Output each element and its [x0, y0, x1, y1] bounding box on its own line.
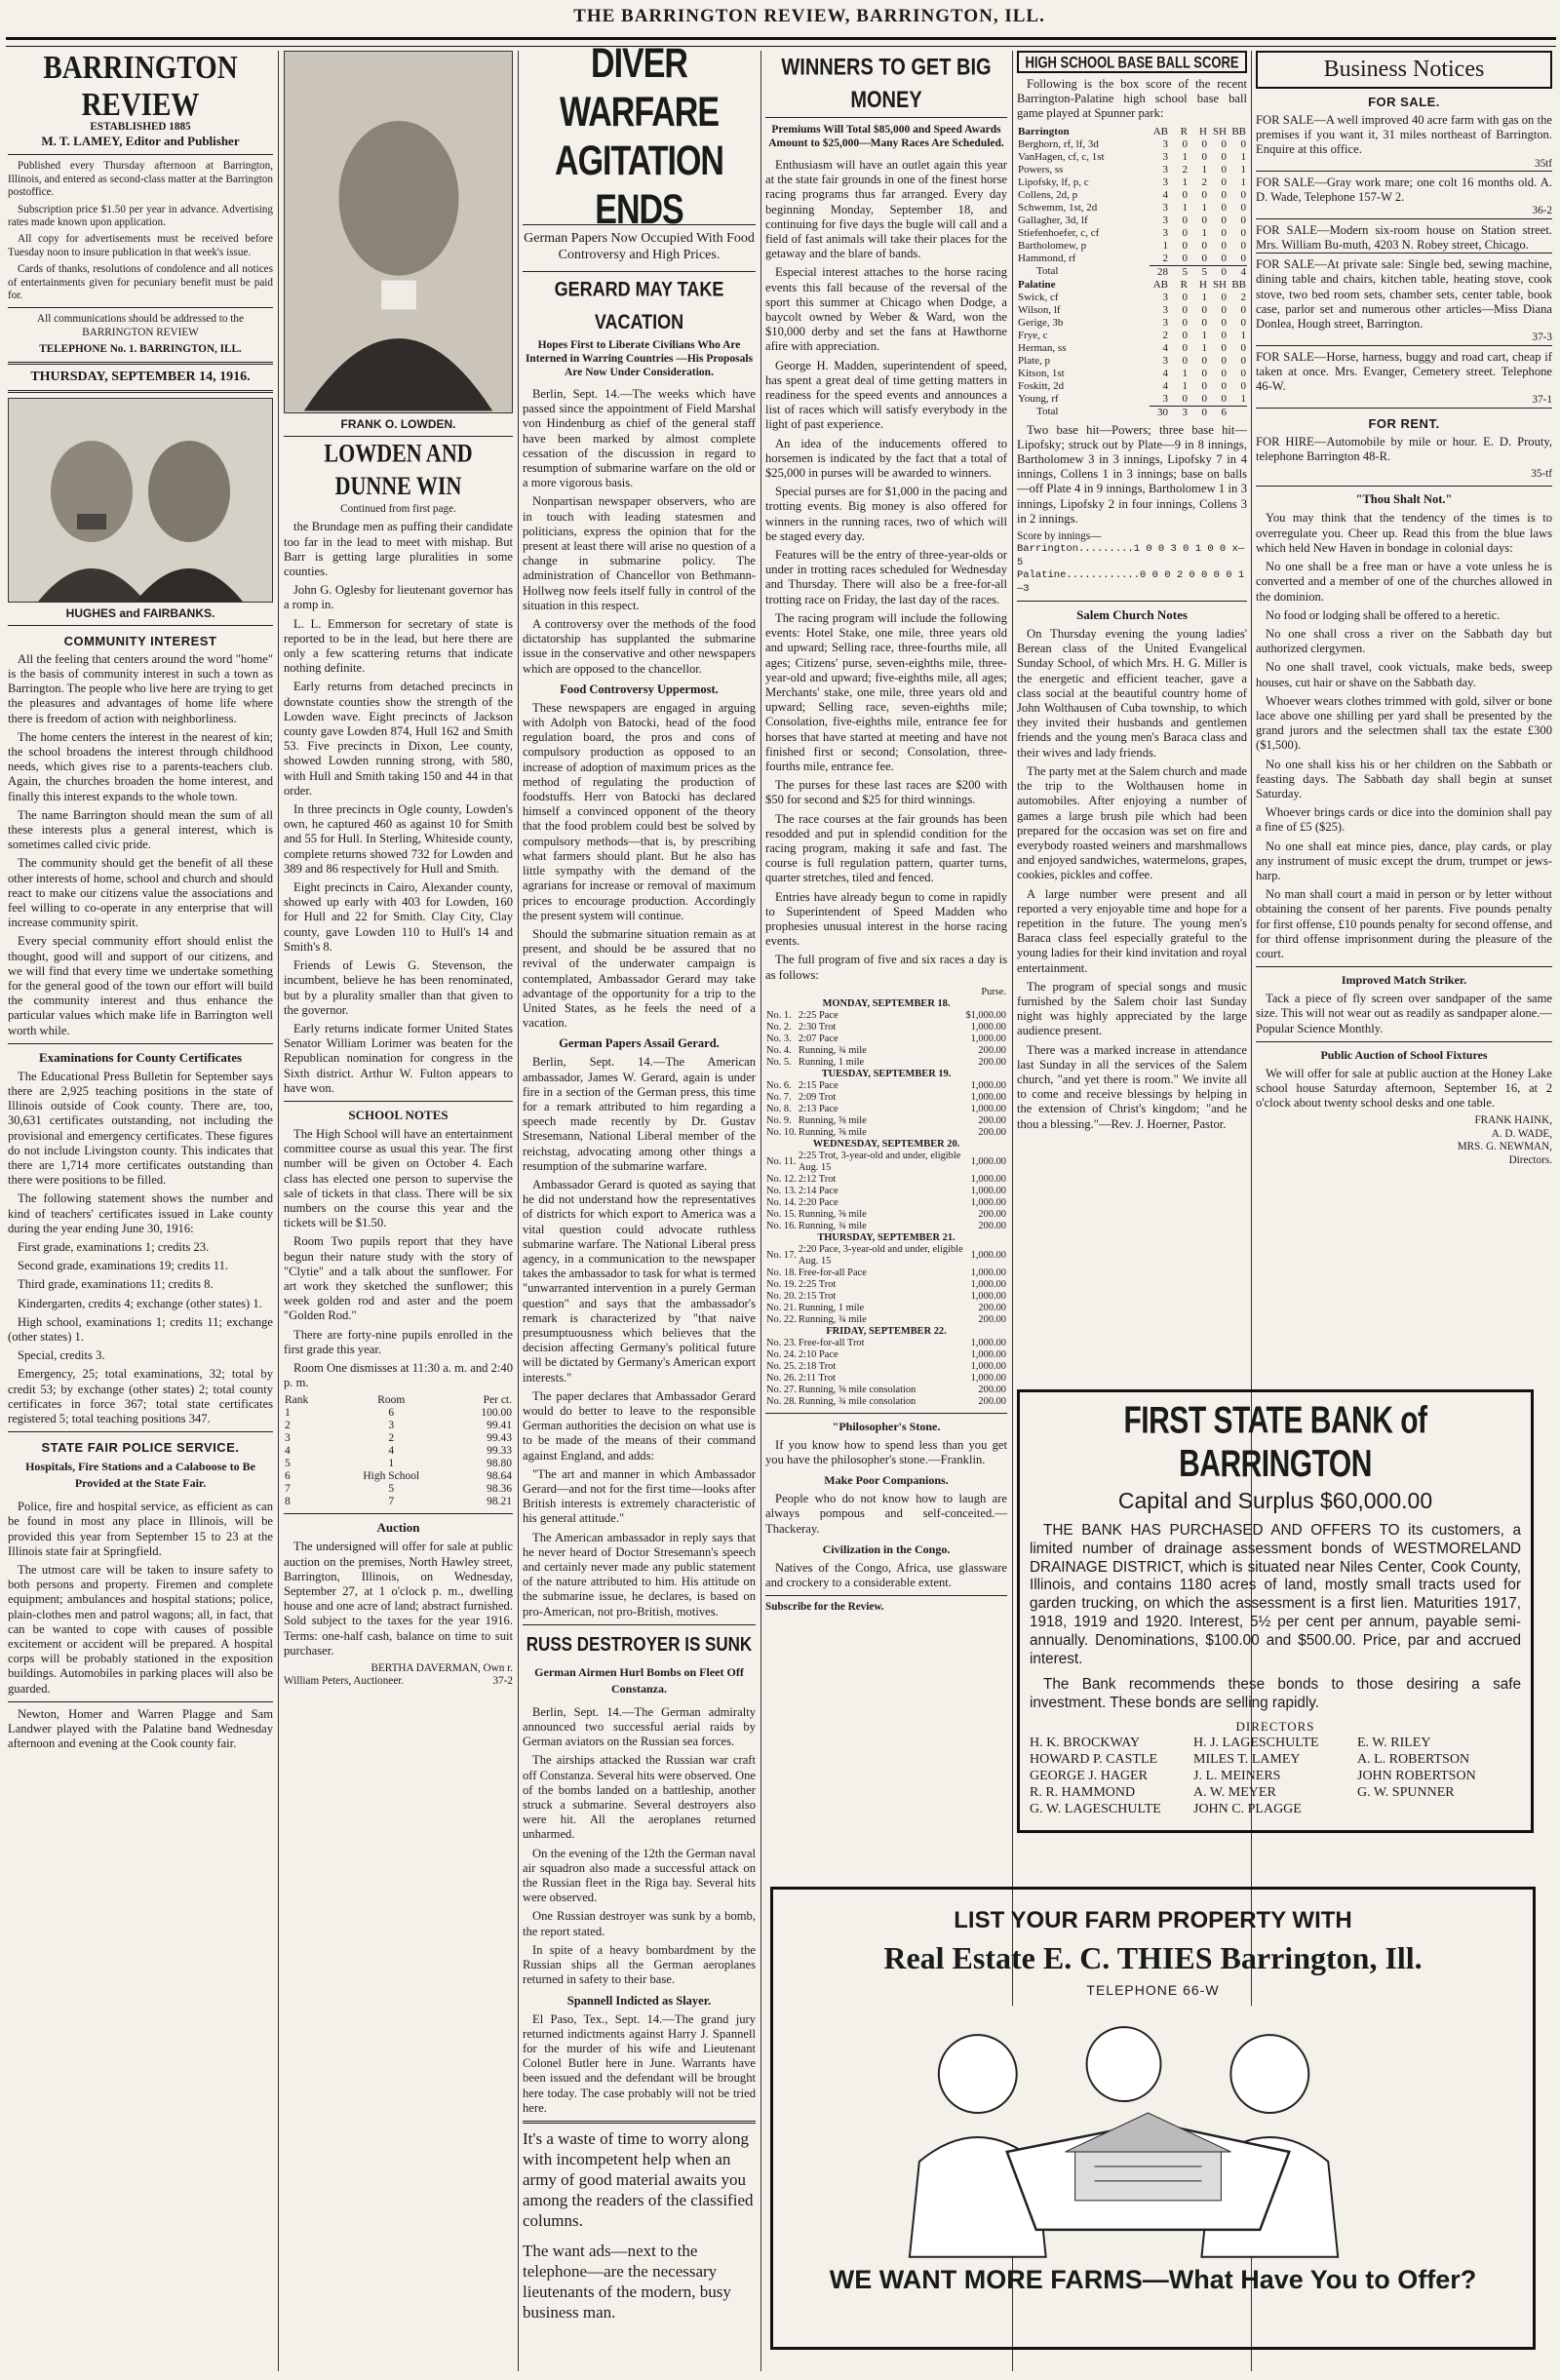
cards-info: Cards of thanks, resolutions of condolence and all notices of entertainments given for pecuniary benefit must be paid for. — [8, 263, 273, 302]
paragraph: A controversy over the methods of the food dictatorship has supplanted the submarine issue in the conservative and other newspapers which are opposed to the chancellor. — [523, 617, 756, 676]
paragraph: If you know how to spend less than you get you have the philosopher's stone.—Franklin. — [765, 1437, 1007, 1466]
baseball-heading-box — [1017, 51, 1247, 73]
notice-item: FOR SALE—Gray work mare; one colt 16 months old. A. D. Wade, Telephone 157-W 2. 36-2 — [1256, 176, 1552, 219]
paragraph: Special, credits 3. — [18, 1348, 105, 1363]
address-info: All communications should be addressed to the BARRINGTON REVIEW — [37, 313, 244, 338]
table-row: No. 3. 2:07 Pace 1,000.00 — [766, 1033, 1006, 1044]
score-palatine: Palatine............0 0 0 2 0 0 0 0 1—3 — [1017, 569, 1245, 595]
paragraph: Berlin, Sept. 14.—The German admiralty announced two successful aerial raids by German aviators on the Russian sea forces. — [523, 1704, 756, 1749]
table-row: No. 26. 2:11 Trot 1,000.00 — [766, 1372, 1006, 1384]
paragraph: George H. Madden, superintendent of speed, has spent a great deal of time getting matters in readiness for the speed events and announces a list of races which will satisfy everybody in the light of past experience. — [765, 358, 1007, 432]
table-row: Gerige, 3b 3 0 0 0 0 — [1018, 316, 1246, 329]
auction-heading: Auction — [376, 1520, 420, 1536]
table-row: Bartholomew, p 1 0 0 0 0 — [1018, 239, 1246, 252]
paragraph: People who do not know how to laugh are always pompous and self-conceited.—Thackeray. — [765, 1492, 1007, 1536]
slayer-heading: Spannell Indicted as Slayer. — [566, 1993, 712, 2008]
table-row: No. 19. 2:25 Trot 1,000.00 — [766, 1278, 1006, 1290]
table-row: Stiefenhoefer, c, cf 3 0 1 0 0 — [1018, 226, 1246, 239]
race-day: MONDAY, SEPTEMBER 18. — [822, 997, 951, 1009]
paragraph: Whoever brings cards or dice into the dominion shall pay a fine of £5 ($25). — [1256, 805, 1552, 835]
paragraph: Nonpartisan newspaper observers, who are in touch with leading statesmen and politicians, express the opinion that for the present at least there will arise no question of a change in submarine policy. The administration of Chancellor von Bethmann-Hollweg now feels itself fully in control of the situation in this respect. — [523, 494, 756, 612]
director-name: JOHN C. PLAGGE — [1193, 1801, 1302, 1816]
match-heading: Improved Match Striker. — [1341, 973, 1467, 988]
paragraph: The utmost care will be taken to insure safety to both persons and property. Firemen and complete equipment; ambulances and hospital stations; police, plain-clothes men and patrol wagons; all, in fact, that can be wanted to cope with causes of possible excitement or accident will be prepared. A hospital corps will be probably stationed in the exposition buildings. Automobiles in parking places will also be guarded. — [8, 1563, 273, 1696]
masthead-name: BARRINGTON REVIEW — [43, 50, 238, 123]
column-3 — [523, 40, 756, 2371]
paragraph: A large number were present and all reported a very enjoyable time and hope for a repetition in the future. The young men's Baraca class feel especially grateful to the young ladies for their kind invitation and royal entertainment. — [1017, 886, 1247, 975]
director-name — [1357, 1801, 1521, 1817]
paragraph: Entries have already begun to come in rapidly to Superintendent of Speed Madden who prophesies unusual interest in the horse racing events. — [765, 889, 1007, 949]
portrait-illustration — [9, 399, 272, 602]
paragraph: Especial interest attaches to the horse racing events this fall because of the reversal of the sport this summer at Chicago when Dodge, a baycolt owned by Weber & Ward, won the $10,000 derby and set the fans at Hawthorne afire with appreciation. — [765, 265, 1007, 354]
column-4 — [765, 51, 1007, 1614]
paragraph: Should the submarine situation remain as at present, and should be be assured that no revival of the underwater campaign is contemplated, Ambassador Gerard may take advantage of the opportunity for a trip to the United States, as he feels the need of a vacation. — [523, 926, 756, 1031]
photo-caption: HUGHES and FAIRBANKS. — [65, 605, 215, 620]
pub-info: Published every Thursday afternoon at Barrington, Illinois, and entered as second-class matter at the Barrington postoffice. — [8, 160, 273, 199]
paragraph: the Brundage men as puffing their candidate too far in the lead to meet with mishap. But Barr is getting large pluralities in some counties. — [284, 520, 513, 579]
paragraph: No one shall kiss his or her children on the Sabbath or feasting days. The Sabbath day shall begin at sunset Saturday. — [1256, 757, 1552, 800]
race-day: WEDNESDAY, SEPTEMBER 20. — [812, 1138, 960, 1150]
column-6 — [1256, 51, 1552, 1386]
paragraph: Special purses are for $1,000 in the pacing and trotting events. Big money is also offered for winners in the running races, two of which will be staged every day. — [765, 485, 1007, 543]
paragraph: Features will be the entry of three-year-olds or under in trotting races scheduled for Wednesday and Thursday. There will also be a free-for-all trotting race on Friday, the last day of the races. — [765, 548, 1007, 606]
race-program — [765, 987, 1007, 1408]
box-score — [1017, 126, 1247, 419]
paragraph: No food or lodging shall be offered to a heretic. — [1266, 607, 1501, 622]
paragraph: All the feeling that centers around the word "home" is the basis of community interest in such a town as Barrington. The people who live here are trying to get the pleasures and advantages of home life where there is freedom of action with neighborliness. — [8, 651, 273, 725]
table-row: No. 15. Running, ⅝ mile 200.00 — [766, 1208, 1006, 1220]
table-row: No. 21. Running, 1 mile 200.00 — [766, 1302, 1006, 1313]
table-row: Gallagher, 3d, lf 3 0 0 0 0 — [1018, 214, 1246, 226]
paragraph: Emergency, 25; total examinations, 32; total by credit 53; by exchange (other states) 2; total county certificates in force 367; total state certificates registered 5; total teaching positions 347. — [8, 1367, 273, 1426]
table-row: Frye, c 2 0 1 0 1 — [1018, 329, 1246, 341]
race-day: FRIDAY, SEPTEMBER 22. — [826, 1325, 947, 1337]
shalt-heading: "Thou Shalt Not." — [1355, 492, 1453, 507]
table-row: Lipofsky, lf, p, c 3 1 2 0 1 — [1018, 176, 1246, 188]
paragraph: An idea of the inducements offered to horsemen is indicated by the fact that a total of $25,000 in purses will be awarded to winners. — [765, 436, 1007, 481]
director-name: MILES T. LAMEY — [1193, 1751, 1301, 1767]
paragraph: The community should get the benefit of all these other interests of home, school and church and should react to make our citizens value the associations and feel willing to co-operate in any enterprise that will increase community spirit. — [8, 856, 273, 930]
table-row: No. 24. 2:10 Pace 1,000.00 — [766, 1348, 1006, 1360]
director-name: JOHN ROBERTSON — [1357, 1768, 1476, 1783]
paragraph: Second grade, examinations 19; credits 11. — [18, 1259, 229, 1273]
paragraph: No one shall be a free man or have a vote unless he is converted and a member of one of the churches allowed in the dominion. — [1256, 560, 1552, 604]
winners-headline: WINNERS TO GET BIG MONEY — [781, 54, 992, 113]
auctioneer: William Peters, Auctioneer. 37-2 — [284, 1675, 513, 1688]
table-row: No. 11. 2:25 Trot, 3-year-old and under, eligible Aug. 15 1,000.00 — [766, 1150, 1006, 1173]
baseball-heading: HIGH SCHOOL BASE BALL SCORE — [1025, 52, 1239, 72]
director-name: G. W. LAGESCHULTE — [1030, 1801, 1161, 1816]
paragraph: The full program of five and six races a day is as follows: — [765, 953, 1007, 982]
bank-advertisement — [1017, 1389, 1534, 1833]
director-name: E. W. RILEY — [1357, 1735, 1431, 1750]
phone: TELEPHONE No. 1. BARRINGTON, ILL. — [39, 343, 242, 356]
table-row: No. 20. 2:15 Trot 1,000.00 — [766, 1290, 1006, 1302]
director-name: R. R. HAMMOND — [1030, 1784, 1136, 1800]
school-heading: SCHOOL NOTES — [348, 1107, 448, 1122]
race-day: TUESDAY, SEPTEMBER 19. — [821, 1068, 952, 1079]
table-row: Schwemm, 1st, 2d 3 1 1 0 0 — [1018, 201, 1246, 214]
classified-ad-1: It's a waste of time to worry along with incompetent help when an army of good material awaits you among the readers of the classified columns. — [523, 2128, 754, 2230]
paragraph: Whoever wears clothes trimmed with gold, silver or bone lace above one shilling per yard shall be presented by the grand jurors and the selectmen shall tax the estate £300 ($1,500). — [1256, 693, 1552, 753]
paragraph: Two base hit—Powers; three base hit—Lipofsky; struck out by Plate—9 in 8 innings, Bartholomew 3 in 3 innings, Lipofsky 7 in 4 innings, Collens 1 in 3 innings; base on balls—off Plate 4 in 9 innings, Bartholomew 1 in 3 innings, Lipofsky 2 in four innings, Collens 3 in 2 innings. — [1017, 422, 1247, 526]
notice-item: FOR SALE—At private sale: Single bed, sewing machine, dining table and chairs, kitchen table, heating stove, cook stove, two bed room sets, chamber sets, center table, book case, parlor set and numerous other articles—Miss Diana Donlea, Hough street, Barrington. 37-3 — [1256, 257, 1552, 345]
for-rent-heading: FOR RENT. — [1368, 415, 1440, 431]
paragraph: Newton, Homer and Warren Plagge and Sam Landwer played with the Palatine band Wednesday afternoon and evening at the Cook county fair. — [8, 1706, 273, 1751]
notice-item: FOR SALE—Modern six-room house on Station street. Mrs. William Bu-muth, 4203 N. Robey street, Chicago. — [1256, 223, 1552, 254]
paragraph: The undersigned will offer for sale at public auction on the premises, North Hawley street, Barrington, Illinois, on Wednesday, September 27, at 1 o'clock p. m., dwelling house and one acre of land; abstract furnished. Sold subject to the taxes for the year 1916. Terms: one-half cash, balance on time to suit purchaser. — [284, 1540, 513, 1658]
table-row: No. 25. 2:18 Trot 1,000.00 — [766, 1360, 1006, 1372]
table-row: VanHagen, cf, c, 1st 3 1 0 0 1 — [1018, 150, 1246, 163]
director-name: A. L. ROBERTSON — [1357, 1751, 1470, 1767]
fixtures-heading: Public Auction of School Fixtures — [1320, 1047, 1488, 1062]
paragraph: First grade, examinations 1; credits 23. — [18, 1240, 210, 1254]
director-name: A. W. MEYER — [1193, 1784, 1276, 1800]
paragraph: Following is the box score of the recent Barrington-Palatine high school base ball game played at Spunner park: — [1017, 77, 1247, 121]
column-rule — [760, 51, 761, 2371]
paragraph: El Paso, Tex., Sept. 14.—The grand jury returned indictments against Harry J. Spannell for the murder of his wife and Lieutenant Colonel Butler here in June. Warrants have been issued and the defendant will be brought here today. The case probably will not be tried here. — [523, 2011, 756, 2115]
farm-advertisement — [770, 1887, 1536, 2350]
table-row: No. 4. Running, ¾ mile 200.00 — [766, 1044, 1006, 1056]
table-row: No. 14. 2:20 Pace 1,000.00 — [766, 1196, 1006, 1208]
header-rule — [6, 37, 1556, 47]
column-2 — [284, 51, 513, 2371]
table-row: No. 1. 2:25 Pace $1,000.00 — [766, 1009, 1006, 1021]
paragraph: Kindergarten, credits 4; exchange (other states) 1. — [18, 1296, 262, 1310]
paragraph: Police, fire and hospital service, as efficient as can be found in most any place in Illinois, will be provided this year from September 15 to 23 at the Illinois state fair at Springfield. — [8, 1500, 273, 1558]
table-row: No. 6. 2:15 Pace 1,000.00 — [766, 1079, 1006, 1091]
paragraph: The party met at the Salem church and made the trip to the Wolthausen home in automobiles. After enjoying a number of games a large brush pile which had been prepared for the occasion was set on fire and everybody roasted weiners and marshmallows and enjoyed sandwiches, watermelons, grapes, cookies, pickles and coffee. — [1017, 763, 1247, 882]
paragraph: Enthusiasm will have an outlet again this year at the state fair grounds in one of the finest horse racing programs thus far arranged. Every day beginning Monday, September 18, and continuing for five days the bugle will call and a field of fast animals will take their places for the getaway and the blare of bands. — [765, 158, 1007, 261]
rent-notice: FOR HIRE—Automobile by mile or hour. E. D. Prouty, telephone Barrington 48-R. — [1256, 434, 1552, 463]
table-header: Purse. — [981, 986, 1006, 997]
paragraph: In three precincts in Ogle county, Lowden's own, he captured 460 as against 10 for Smith and 55 for Hull. In Sterling, Whiteside county, complete returns showed 732 for Lowden and 389 and 86 respectively for Hull and Smith. — [284, 802, 513, 876]
paragraph: No one shall travel, cook victuals, make beds, sweep houses, cut hair or shave on the Sabbath day. — [1256, 660, 1552, 689]
table-row: No. 5. Running, 1 mile 200.00 — [766, 1056, 1006, 1068]
paragraph: Early returns from detached precincts in downstate counties show the strength of the Lowden wave. Eight precincts of Jackson county gave Lowden 874, Hull 162 and Smith 53. Five precincts in Dixon, Lee county, showed Lowden running strong, with 580, with Hull and Smith taking 150 and 44 in that order. — [284, 680, 513, 798]
congo-heading: Civilization in the Congo. — [822, 1541, 951, 1556]
table-row: 6 High School 98.64 — [285, 1470, 512, 1483]
table-row-total: Total 30 3 0 6 — [1017, 406, 1247, 419]
russ-subhead: German Airmen Hurl Bombs on Fleet Off Constanza. — [534, 1664, 744, 1696]
paragraph: No one shall cross a river on the Sabbath day but authorized clergymen. — [1256, 626, 1552, 656]
diver-headline: DIVER WARFARE AGITATION ENDS — [555, 40, 723, 233]
continued-note: Continued from first page. — [340, 503, 456, 515]
director-name: HOWARD P. CASTLE — [1030, 1751, 1158, 1767]
table-row-total: Total 28 5 5 0 4 — [1036, 265, 1246, 278]
paragraph: Room One dismisses at 11:30 a. m. and 2:40 p. m. — [284, 1360, 513, 1390]
farm-footer: WE WANT MORE FARMS—What Have You to Offer? — [829, 2265, 1477, 2294]
paragraph: There are forty-nine pupils enrolled in the first grade this year. — [284, 1327, 513, 1356]
paragraph: No man shall court a maid in person or by letter without obtaining the consent of her parents. Five pounds penalty for first offense, £10 pounds penalty for second offense, and for third offense imprisonment during the pleasure of the court. — [1256, 887, 1552, 960]
paragraph: On Thursday evening the young ladies' Berean class of the United Evangelical Sunday School, of which Mrs. H. G. Miller is the energetic and efficient teacher, gave a class social at the beautiful country home of John Wolthausen of Cuba township, to which they invited their husbands and gentlemen friends and the young men's Baraca class and their wives and lady friends. — [1017, 627, 1247, 760]
table-row: 3 2 99.43 — [285, 1432, 512, 1445]
paragraph: The home centers the interest in the nearest of kin; the school broadens the interest through childhood needs, which gives rise to a parents-teachers club. Again, the churches broaden the home interest, and finally this interest expands to the whole town. — [8, 729, 273, 803]
portrait-illustration — [285, 52, 512, 412]
stone-heading: "Philosopher's Stone. — [832, 1419, 941, 1433]
table-row: Herman, ss 4 0 1 0 0 — [1018, 341, 1246, 354]
table-row: No. 22. Running, ¾ mile 200.00 — [766, 1313, 1006, 1325]
family-house-icon — [841, 2006, 1464, 2257]
table-row: No. 16. Running, ¾ mile 200.00 — [766, 1220, 1006, 1231]
paragraph: You may think that the tendency of the times is to overregulate you. Cheer up. Read this from the blue laws which held New Haven in bondage in colonial days: — [1256, 511, 1552, 555]
table-row: 7 5 98.36 — [285, 1483, 512, 1496]
race-day: THURSDAY, SEPTEMBER 21. — [817, 1231, 956, 1243]
paragraph: These newspapers are engaged in arguing with Adolph von Batocki, head of the food regulation board, the pros and cons of compulsory production as opposed to an increase of adoption of maximum prices as the method of regulating the production of foodstuffs. Herr von Batocki has declared himself a convinced opponent of the theory that the food problem could best be solved by compulsory methods—that is, by prescribing what farmers should plant. But he also has little sympathy with the demand of the agrarians for increase or removal of maximum prices to encourage production. Accordingly the present system will continue. — [523, 700, 756, 922]
paragraph: Berlin, Sept. 14.—The weeks which have passed since the appointment of Field Marshal von Hindenburg as chief of the general staff have been marked by almost complete cessation of the discussion in regard to resumption of submarine warfare on the old or a more vigorous basis. — [523, 387, 756, 490]
table-row: No. 9. Running, ⅝ mile 200.00 — [766, 1114, 1006, 1126]
column-5 — [1017, 51, 1247, 1377]
paragraph: Berlin, Sept. 14.—The American ambassador, James W. Gerard, again is under fire in a section of the German press, this time for a remark attributed to him regarding a speech made recently by Dr. Gustav Stresemann, National Liberal member of the reichstag, advocating among other things a resumption of the submarine warfare. — [523, 1055, 756, 1173]
directors-list — [1030, 1735, 1521, 1817]
paragraph: The racing program will include the following events: Hotel Stake, one mile, three years old and upward; Selling race, three-fourths mile, all ages; Citizens' purse, seven-eighths mile, three-year-old and upward; five-eighths mile, all ages; Merchants' stake, one mile, three years old and upward; Selling race, seven-eighths mile; Consolation, five-eighths mile, entrance fee for horses that have started at meeting and have not finished first or second; Consolation, three-fourths mile, entrance fee. — [765, 610, 1007, 773]
paragraph: No one shall eat mince pies, dance, play cards, or play any instrument of music except the drum, trumpet or jews-harp. — [1256, 839, 1552, 882]
table-row: No. 17. 2:20 Pace, 3-year-old and under, eligible Aug. 15 1,000.00 — [766, 1243, 1006, 1267]
gerard-subhead: Hopes First to Liberate Civilians Who Are Interned in Warring Countries —His Proposals Are Now Under Consideration. — [525, 339, 754, 378]
table-row: Collens, 2d, p 4 0 0 0 0 — [1018, 188, 1246, 201]
table-row: Hammond, rf 2 0 0 0 0 — [1018, 252, 1246, 264]
paragraph: One Russian destroyer was sunk by a bomb, the report stated. — [523, 1909, 756, 1938]
paragraph: The purses for these last races are $200 with $50 for second and $25 for third winnings. — [765, 778, 1007, 807]
notice-item: FOR SALE—A well improved 40 acre farm with gas on the premises if you want it, 31 miles northeast of Barrington. Enquire at this office. 35tf — [1256, 113, 1552, 172]
paragraph: L. L. Emmerson for secretary of state is reported to be in the lead, but here there are only a few scattering returns that indicate nothing definite. — [284, 616, 513, 676]
russ-headline: RUSS DESTROYER IS SUNK — [526, 1632, 753, 1656]
paragraph: Room Two pupils report that they have begun their nature study with the story of "Clytie" and a talk about the sunflower. For art work they sketched the sunflower; this week golden rod and aster and the poem "Golden Rod." — [284, 1234, 513, 1323]
community-heading: COMMUNITY INTEREST — [63, 633, 217, 648]
paragraph: The High School will have an entertainment committee course as usual this year. The first number will be given on October 4. Each class has elected one person to supervise the sale of tickets in that class. There will be six numbers on the course this year and the tickets will be $1.50. — [284, 1126, 513, 1230]
table-row: 4 4 99.33 — [285, 1445, 512, 1458]
directors-label: DIRECTORS — [1235, 1718, 1315, 1734]
score-barrington: Barrington.........1 0 0 3 0 1 0 0 x—5 — [1017, 543, 1245, 568]
box-score-table — [1017, 126, 1247, 419]
paragraph: The paper declares that Ambassador Gerard would do better to leave to the responsible German authorities the decision on what use is to be made of the means of their command against England, and adds: — [523, 1388, 756, 1463]
table-row: Kitson, 1st 4 1 0 0 0 — [1018, 367, 1246, 379]
exam-heading: Examinations for County Certificates — [38, 1049, 243, 1065]
photo-caption: FRANK O. LOWDEN. — [340, 417, 456, 431]
table-row: 8 7 98.21 — [285, 1496, 512, 1508]
table-row: Powers, ss 3 2 1 0 1 — [1018, 163, 1246, 176]
paragraph: Tack a piece of fly screen over sandpaper of the same size. This will not wear out as readily as sandpaper alone.—Popular Science Monthly. — [1256, 992, 1552, 1035]
rank-table — [284, 1394, 513, 1508]
paragraph: The name Barrington should mean the sum of all these interests plus a general interest, which is sometimes called civic pride. — [8, 807, 273, 852]
table-header: Palatine AB R H SH BB — [1018, 278, 1246, 291]
paragraph: Natives of the Congo, Africa, use glassware and crockery to a considerable extent. — [765, 1560, 1007, 1589]
table-row: Wilson, lf 3 0 0 0 0 — [1018, 303, 1246, 316]
table-row: Swick, cf 3 0 1 0 2 — [1018, 291, 1246, 303]
hughes-fairbanks-photo — [8, 398, 273, 603]
column-rule — [518, 51, 519, 2371]
editor: M. T. LAMEY, Editor and Publisher — [41, 134, 240, 149]
copy-info: All copy for advertisements must be received before Tuesday noon to insure publication in that week's issue. — [8, 233, 273, 258]
column-rule — [278, 51, 279, 2371]
table-header: Barrington AB R H SH BB — [1018, 125, 1246, 137]
page-header: THE BARRINGTON REVIEW, BARRINGTON, ILL. — [573, 6, 1045, 26]
table-row: 2 3 99.41 — [285, 1420, 512, 1432]
director-name: G. W. SPUNNER — [1357, 1784, 1455, 1800]
lowden-photo — [284, 51, 513, 413]
table-row: No. 7. 2:09 Trot 1,000.00 — [766, 1091, 1006, 1103]
table-row: Young, rf 3 0 0 0 1 — [1018, 392, 1246, 405]
table-row: Berghorn, rf, lf, 3d 3 0 0 0 0 — [1018, 137, 1246, 150]
bank-offer: THE BANK HAS PURCHASED AND OFFERS TO its customers, a limited number of drainage assessment bonds of WESTMORELAND DRAINAGE DISTRICT, which is situated near Niles Center, Cook County, Illinois, and contains 1180 acres of land, mostly small tracts used for garden trucking, on which the assessment is a first lien. Maturities 1917, 1918, 1919 and 1920. Interest, 5½ per cent per annum, payable semi-annually. Denominations, $100.00 and $500.00. Price, par and accrued interest. — [1030, 1522, 1521, 1667]
business-notices-heading: Business Notices — [1323, 57, 1485, 82]
bank-name: FIRST STATE BANK of BARRINGTON — [1123, 1399, 1427, 1485]
fixtures-signature: FRANK HAINK, A. D. WADE, MRS. G. NEWMAN, Directors. — [1457, 1114, 1552, 1166]
director-name: GEORGE J. HAGER — [1030, 1768, 1148, 1783]
score-label: Score by innings— — [1017, 530, 1102, 543]
police-subheading: Hospitals, Fire Stations and a Calaboose to Be Provided at the State Fair. — [25, 1460, 255, 1491]
bank-recommend: The Bank recommends these bonds to those desiring a safe investment. These bonds are selling rapidly. — [1030, 1676, 1521, 1712]
rent-code: 35-tf — [1531, 468, 1552, 481]
table-row: No. 27. Running, ⅝ mile consolation 200.00 — [766, 1384, 1006, 1395]
church-heading: Salem Church Notes — [1076, 607, 1188, 623]
paragraph: The following statement shows the number and kind of teachers' certificates issued in Lake county during the year ending June 30, 1916: — [8, 1191, 273, 1235]
race-table — [765, 987, 1007, 1408]
subscribe-note: Subscribe for the Review. — [765, 1601, 884, 1614]
paragraph: Ambassador Gerard is quoted as saying that he did not understand how the representatives of districts for which export to America was a vital question could advocate ruthless submarine warfare. The National Liberal press agency, in a communication to the newspaper takes the ambassador to task for what is termed "unwarranted intervention in a purely German question" and says that the ambassador's remark is characterized by "that naive presumptuousness which believes that the decision affecting Germany's political future will be dictated by Germany's American export interests." — [523, 1177, 756, 1385]
gerard-headline: GERARD MAY TAKE VACATION — [554, 277, 724, 333]
assail-heading: German Papers Assail Gerard. — [559, 1036, 720, 1051]
diver-subhead: German Papers Now Occupied With Food Controversy and High Prices. — [524, 231, 755, 262]
paragraph: High school, examinations 1; credits 11; exchange (other states) 1. — [8, 1314, 273, 1345]
auction-signature: BERTHA DAVERMAN, Own r. — [370, 1662, 513, 1674]
table-row: No. 8. 2:13 Pace 1,000.00 — [766, 1103, 1006, 1114]
paragraph: The American ambassador in reply says that he never heard of Doctor Stresemann's speech and certainly never made any public statement of the nature attributed to him. His attitude on the submarine issue, he declares, is based on pro-American, not pro-British, motives. — [523, 1530, 756, 1619]
table-row: No. 13. 2:14 Pace 1,000.00 — [766, 1185, 1006, 1196]
paragraph: Eight precincts in Cairo, Alexander county, showed up early with 403 for Lowden, 160 for Hull and 22 for Smith. Clay City, Clay county, gave Lowden 110 to Hull's 14 and Smith's 8. — [284, 880, 513, 954]
paragraph: We will offer for sale at public auction at the Honey Lake school house Saturday afternoon, September 16, at 2 o'clock about twenty school desks and one table. — [1256, 1066, 1552, 1111]
established: ESTABLISHED 1885 — [90, 121, 191, 133]
paragraph: The race courses at the fair grounds has been resodded and put in splendid condition for the racing program, making it safe and fast. The course is full regulation pattern, quarter turns, quarter stretches, tiled and fenced. — [765, 811, 1007, 885]
farm-line1: LIST YOUR FARM PROPERTY WITH — [954, 1907, 1352, 1933]
table-row: No. 28. Running, ¾ mile consolation 200.00 — [766, 1395, 1006, 1407]
paragraph: The program of special songs and music furnished by the Salem choir last Sunday night was highly appreciated by the large audience present. — [1017, 979, 1247, 1038]
director-name: H. K. BROCKWAY — [1030, 1735, 1141, 1750]
sub-info: Subscription price $1.50 per year in advance. Advertising rates made known upon application. — [8, 203, 273, 229]
director-name: J. L. MEINERS — [1193, 1768, 1281, 1783]
paragraph: On the evening of the 12th the German naval air squadron also made a successful attack on the Russian fleet in the Riga bay. Several hits were observed. — [523, 1846, 756, 1905]
column-1 — [8, 51, 273, 2371]
paragraph: Friends of Lewis G. Stevenson, the incumbent, believe he has been renominated, but by a plurality smaller than that given to the governor. — [284, 958, 513, 1017]
table-row: No. 2. 2:30 Trot 1,000.00 — [766, 1021, 1006, 1033]
paragraph: "The art and manner in which Ambassador Gerard—and not for the first time—looks after British interests is extremely characteristic of his general attitude." — [523, 1466, 756, 1526]
paragraph: The airships attacked the Russian war craft off Constanza. Several hits were observed. One of the bombs landed on a battleship, another struck a submarine. Several destroyers also were hit. All the aeroplanes returned unharmed. — [523, 1753, 756, 1842]
police-heading: STATE FAIR POLICE SERVICE. — [41, 1440, 240, 1456]
table-row: No. 23. Free-for-all Trot 1,000.00 — [766, 1337, 1006, 1348]
table-row: No. 10. Running, ⅝ mile 200.00 — [766, 1126, 1006, 1138]
table-row: 1 6 100.00 — [285, 1407, 512, 1420]
companions-heading: Make Poor Companions. — [824, 1473, 949, 1488]
paragraph: John G. Oglesby for lieutenant governor has a romp in. — [284, 583, 513, 612]
notice-item: FOR SALE—Horse, harness, buggy and road cart, cheap if taken at once. Mrs. Evanger, Cemetery street. Telephone 46-W. 37-1 — [1256, 350, 1552, 409]
lowden-headline: LOWDEN AND DUNNE WIN — [324, 438, 473, 501]
table-header: Rank Room Per ct. — [285, 1394, 512, 1407]
director-name: H. J. LAGESCHULTE — [1193, 1735, 1319, 1750]
table-row: Foskitt, 2d 4 1 0 0 0 — [1018, 379, 1246, 392]
notices-list — [1256, 113, 1552, 409]
farm-phone: TELEPHONE 66-W — [1086, 1982, 1220, 1998]
paragraph: Third grade, examinations 11; credits 8. — [18, 1277, 214, 1292]
farm-line2: Real Estate E. C. THIES Barrington, Ill. — [883, 1940, 1423, 1975]
winners-subhead: Premiums Will Total $85,000 and Speed Awards Amount to $25,000—Many Races Are Scheduled. — [768, 124, 1004, 149]
paragraph: In spite of a heavy bombardment by the Russian ships all the German aeroplanes returned in safety to their base. — [523, 1942, 756, 1987]
table-row: 5 1 98.80 — [285, 1458, 512, 1470]
paragraph: Every special community effort should enlist the thought, good will and support of our citizens, and we will find that every time we undertake something for the general good of the town our effort will build the community interest and thus enhance the particular values which make life in Barrington well worth while. — [8, 934, 273, 1037]
table-row: No. 18. Free-for-all Pace 1,000.00 — [766, 1267, 1006, 1278]
bank-capital: Capital and Surplus $60,000.00 — [1117, 1488, 1433, 1513]
food-heading: Food Controversy Uppermost. — [560, 682, 719, 696]
classified-ad-2: The want ads—next to the telephone—are the necessary lieutenants of the modern, busy business man. — [523, 2241, 731, 2321]
paragraph: The Educational Press Bulletin for September says there are 2,925 teaching positions in the state of Illinois outside of Cook county. There are, too, 30,631 certificates outstanding, not including the provisional and emergency certificates. These figures do not include Livingston county. This indicates that there are 1,714 more certificates outstanding than there were positions to be filled. — [8, 1069, 273, 1188]
paragraph: Early returns indicate former United States Senator William Lorimer was beaten for the Republican nomination for congress in the Sixth district. Arthur W. Fulton appears to have won. — [284, 1021, 513, 1095]
table-row: Plate, p 3 0 0 0 0 — [1018, 354, 1246, 367]
business-notices-box — [1256, 51, 1552, 89]
issue-date: THURSDAY, SEPTEMBER 14, 1916. — [30, 369, 251, 384]
for-sale-heading: FOR SALE. — [1368, 95, 1440, 109]
farm-illustration — [841, 2006, 1464, 2257]
table-row: No. 12. 2:12 Trot 1,000.00 — [766, 1173, 1006, 1185]
paragraph: There was a marked increase in attendance last Sunday in all the services of the Salem church, "and yet there is room." We invite all to come and receive blessings by helping in the extension of Christ's kingdom; "and he thou a blessing."—Rev. J. Hoerner, Pastor. — [1017, 1042, 1247, 1131]
